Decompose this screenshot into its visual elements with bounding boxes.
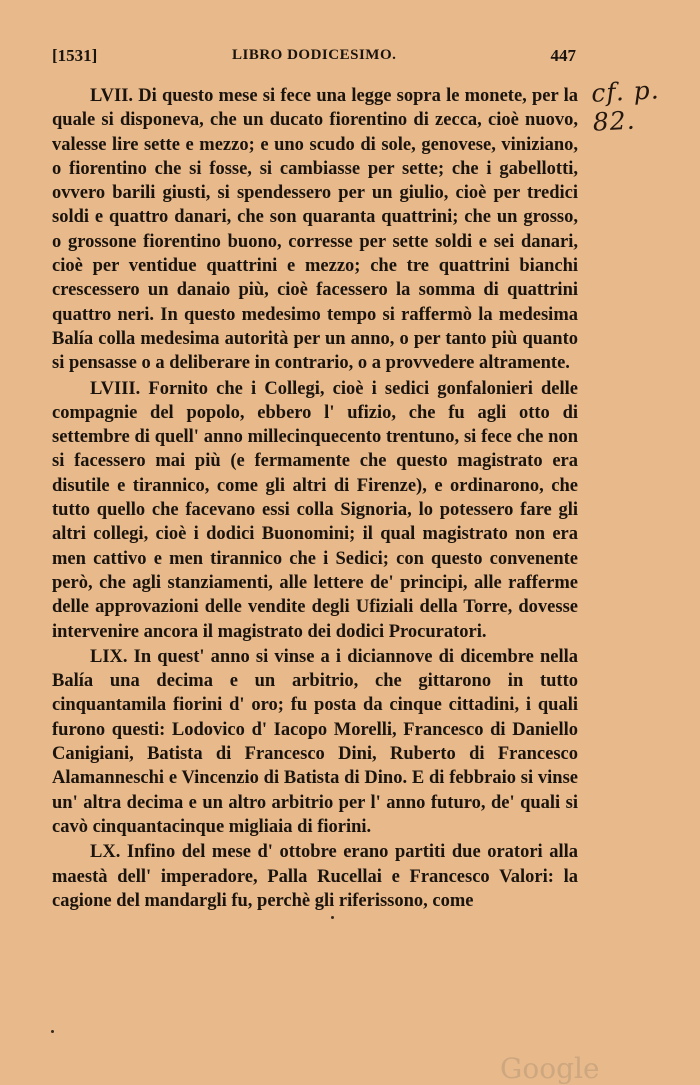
body-text	[52, 84, 578, 913]
header-title: LIBRO DODICESIMO.	[232, 47, 397, 63]
ink-speck	[51, 1030, 54, 1033]
header-year: [1531]	[52, 46, 98, 65]
ink-speck	[331, 916, 334, 919]
paragraph-lix: LIX. In quest' anno si vinse a i diciannove di dicembre nella Balía una decima e un arbitrio, che gittarono in tutto cinquantamila fiorini d' oro; fu posta da cinque cittadini, i quali furono questi: Lodovico d' Iacopo Morelli, Francesco di Daniello Canigiani, Batista di Francesco Dini, Ruberto di Francesco Alamanneschi e Vincenzio di Batista di Dino. E di febbraio si vinse un' altra decima e un altro arbitrio per l' anno futuro, de' quali si cavò cinquantacinque migliaia di fiorini.	[52, 646, 578, 837]
page-number: 447	[550, 46, 576, 65]
paragraph-lx: LX. Infino del mese d' ottobre erano partiti due oratori alla maestà dell' imperadore, Palla Rucellai e Francesco Valori: la cagione del mandargli fu, perchè gli riferissono, come	[52, 842, 578, 911]
running-head	[52, 46, 576, 70]
scan-watermark: Google	[500, 1052, 600, 1085]
paragraph-lviii: LVIII. Fornito che i Collegi, cioè i sedici gonfalonieri delle compagnie del popolo, ebbero l' ufizio, che fu agli otto di settembre di quell' anno millecinquecento trentuno, si fece che non si facessero mai più (e fermamente che questo magistrato era disutile e tirannico, come gli altri di Firenze), e ordinarono, che tutto quello che facevano essi colla Signoria, lo potessero fare gli altri collegi, cioè i dodici Buonomini; il qual magistrato non era men cattivo e men tirannico che i Sedici; con questo convenente però, che agli stanziamenti, alle lettere de' principi, alle rafferme delle approvazioni delle vendite degli Ufiziali della Torre, dovesse intervenire ancora il magistrato dei dodici Procuratori.	[52, 378, 578, 642]
paragraph-lvii: LVII. Di questo mese si fece una legge sopra le monete, per la quale si disponeva, che un ducato fiorentino di zecca, cioè nuovo, valesse lire sette e mezzo; e uno scudo di sole, genovese, viniziano, o fiorentino che si fosse, si cambiasse per sette; che i gabellotti, ovvero barili giusti, si spendessero per un giulio, cioè per tredici soldi e quattro danari, che son quaranta quattrini; che un grosso, o grossone fiorentino buono, corresse per sette soldi e sei danari, cioè per ventidue quattrini e mezzo; che tre quattrini bianchi crescessero un danaio più, cioè facessero la somma di quattrini quattro neri. In questo medesimo tempo si raffermò la medesima Balía colla medesima autorità per un anno, o per tanto più quanto si pensasse o a deliberare in contrario, o a provvedere altramente.	[52, 86, 578, 374]
handwritten-margin-note: cf. p. 82.	[590, 75, 661, 137]
